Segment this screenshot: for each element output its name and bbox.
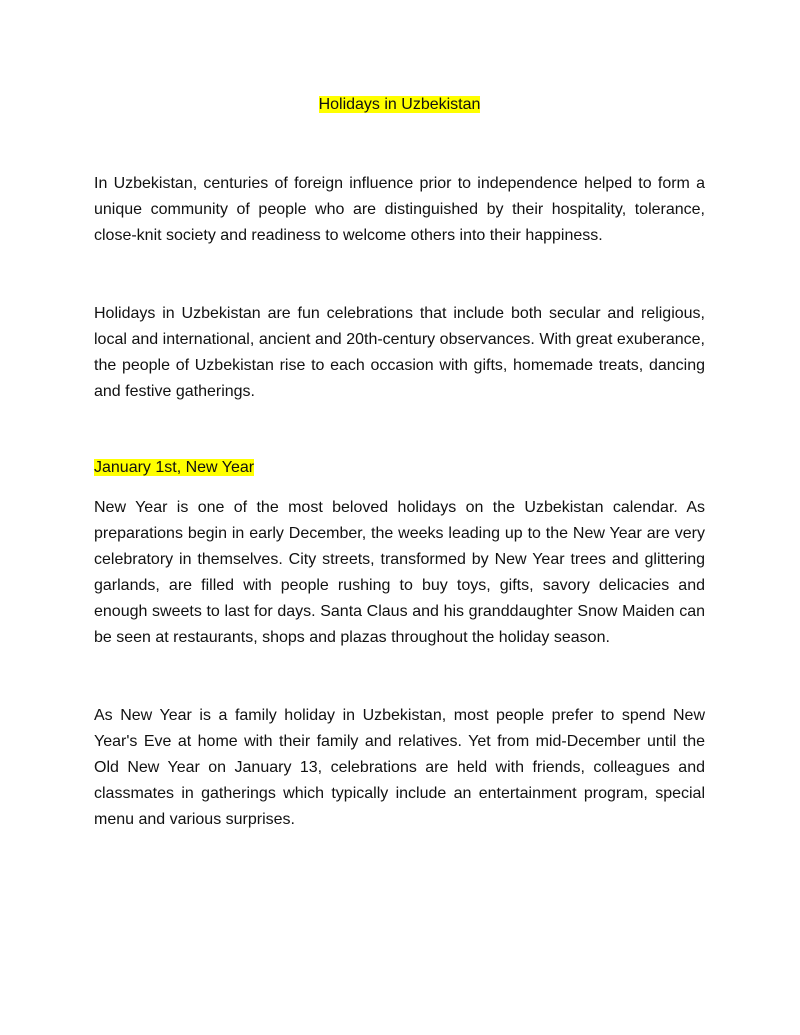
document-content bbox=[94, 94, 705, 833]
spacer bbox=[94, 249, 705, 301]
spacer bbox=[94, 116, 705, 171]
intro-paragraph-2: Holidays in Uzbekistan are fun celebrations that include both secular and religious, local and international, ancient and 20th-century observances. With great exuberance, the people of Uzbekistan rise to each occasion with gifts, homemade treats, dancing and festive gatherings. bbox=[94, 305, 705, 400]
section-paragraph-2: As New Year is a family holiday in Uzbekistan, most people prefer to spend New Year's Eve at home with their family and relatives. Yet from mid-December until the Old New Year on January 13, celebrations are held with friends, colleagues and classmates in gatherings which typically include an entertainment program, special menu and various surprises. bbox=[94, 707, 705, 828]
spacer bbox=[94, 651, 705, 703]
document-title-line bbox=[94, 94, 705, 116]
intro-paragraph-1: In Uzbekistan, centuries of foreign influence prior to independence helped to form a unique community of people who are distinguished by their hospitality, tolerance, close-knit society and readiness to welcome others into their happiness. bbox=[94, 175, 705, 244]
spacer bbox=[94, 479, 705, 495]
section-paragraph-1: New Year is one of the most beloved holidays on the Uzbekistan calendar. As preparations begin in early December, the weeks leading up to the New Year are very celebratory in themselves. City streets, transformed by New Year trees and glittering garlands, are filled with people rushing to buy toys, gifts, savory delicacies and enough sweets to last for days. Santa Claus and his granddaughter Snow Maiden can be seen at restaurants, shops and plazas throughout the holiday season. bbox=[94, 499, 705, 646]
section-heading-line bbox=[94, 457, 705, 479]
section-heading: January 1st, New Year bbox=[94, 459, 255, 476]
spacer bbox=[94, 405, 705, 457]
document-title: Holidays in Uzbekistan bbox=[318, 96, 481, 113]
